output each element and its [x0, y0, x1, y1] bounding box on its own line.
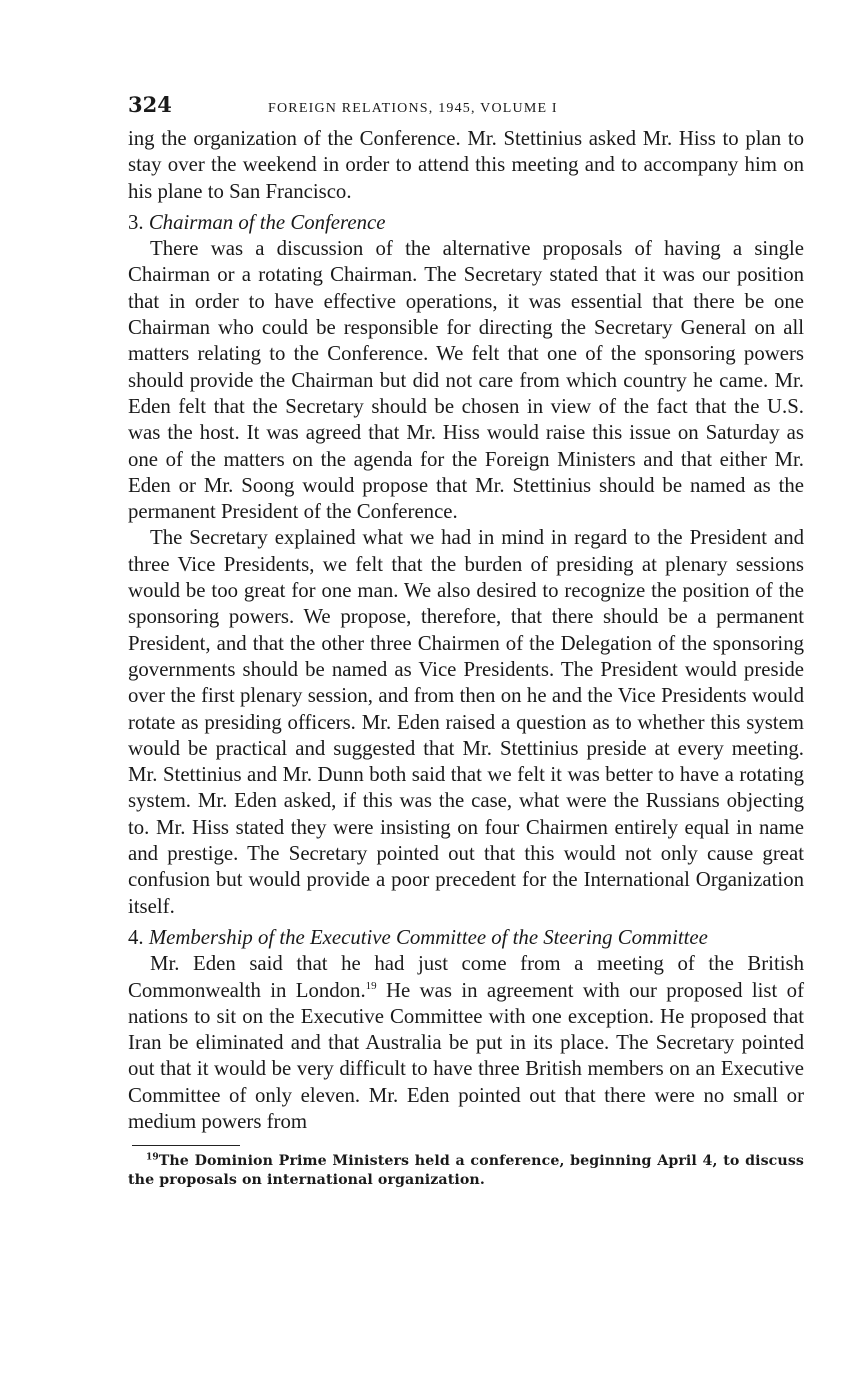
section-4-text-after-ref: He was in agreement with our proposed list of nations to sit on the Executive Committee with one exception. He proposed that Iran be eliminated and that Australia be put in its place. The Secretary pointed out that it would be very difficult to have three British members on an Executive Committee of only eleven. Mr. Eden pointed out that there were no small or medium powers from [128, 978, 804, 1133]
section-3-title: Chairman of the Conference [148, 210, 386, 234]
section-4-title: Membership of the Executive Committee of the Steering Committee [148, 925, 708, 949]
section-3-number: 3. [128, 210, 144, 234]
footnote-mark: 19 [146, 1152, 159, 1163]
page-header [128, 92, 804, 126]
document-page [128, 92, 804, 1190]
body-text [128, 126, 804, 1135]
section-4-text-before-ref: Mr. Eden said that he had just come from a meeting of the British Commonwealth in London. [128, 952, 804, 1002]
footnote-reference[interactable]: 19 [365, 979, 377, 992]
section-3-heading [128, 210, 804, 236]
section-4-paragraph-1 [128, 951, 804, 1135]
running-title: FOREIGN RELATIONS, 1945, VOLUME I [268, 101, 558, 116]
footnote-text: The Dominion Prime Ministers held a conference, beginning April 4, to discuss the proposals on international organization. [128, 1153, 804, 1189]
continuation-paragraph: ing the organization of the Conference. Mr. Stettinius asked Mr. Hiss to plan to stay over the weekend in order to attend this meeting and to accompany him on his plane to San Francisco. [128, 127, 804, 203]
section-3-paragraph-1: There was a discussion of the alternative proposals of having a single Chairman or a rotating Chairman. The Secretary stated that it was our position that in order to have effective operations, it was essential that there be one Chairman who could be responsible for directing the Secretary General on all matters relating to the Conference. We felt that one of the sponsoring powers should provide the Chairman but did not care from which country he came. Mr. Eden felt that the Secretary should be chosen in view of the fact that the U.S. was the host. It was agreed that Mr. Hiss would raise this issue on Saturday as one of the matters on the agenda for the Foreign Ministers and that either Mr. Eden or Mr. Soong would propose that Mr. Stettinius should be named as the permanent President of the Conference. [128, 237, 804, 524]
section-4-heading [128, 925, 804, 951]
footnote-divider [132, 1145, 240, 1146]
section-4-number: 4. [128, 925, 144, 949]
page-number: 324 [128, 92, 172, 117]
section-3-paragraph-2: The Secretary explained what we had in mind in regard to the President and three Vice Presidents, we felt that the burden of presiding at plenary sessions would be too great for one man. We also desired to recognize the position of the sponsoring powers. We propose, therefore, that there should be a permanent President, and that the other three Chairmen of the Delegation of the sponsoring governments should be named as Vice Presidents. The President would preside over the first plenary session, and from then on he and the Vice Presidents would rotate as presiding officers. Mr. Eden raised a question as to whether this system would be practical and suggested that Mr. Stettinius preside at every meeting. Mr. Stettinius and Mr. Dunn both said that we felt it was better to have a rotating system. Mr. Eden asked, if this was the case, what were the Russians objecting to. Mr. Hiss stated they were insisting on four Chairmen entirely equal in name and prestige. The Secretary pointed out that this would not only cause great confusion but would provide a poor precedent for the International Organization itself. [128, 526, 804, 918]
footnote [128, 1152, 804, 1190]
